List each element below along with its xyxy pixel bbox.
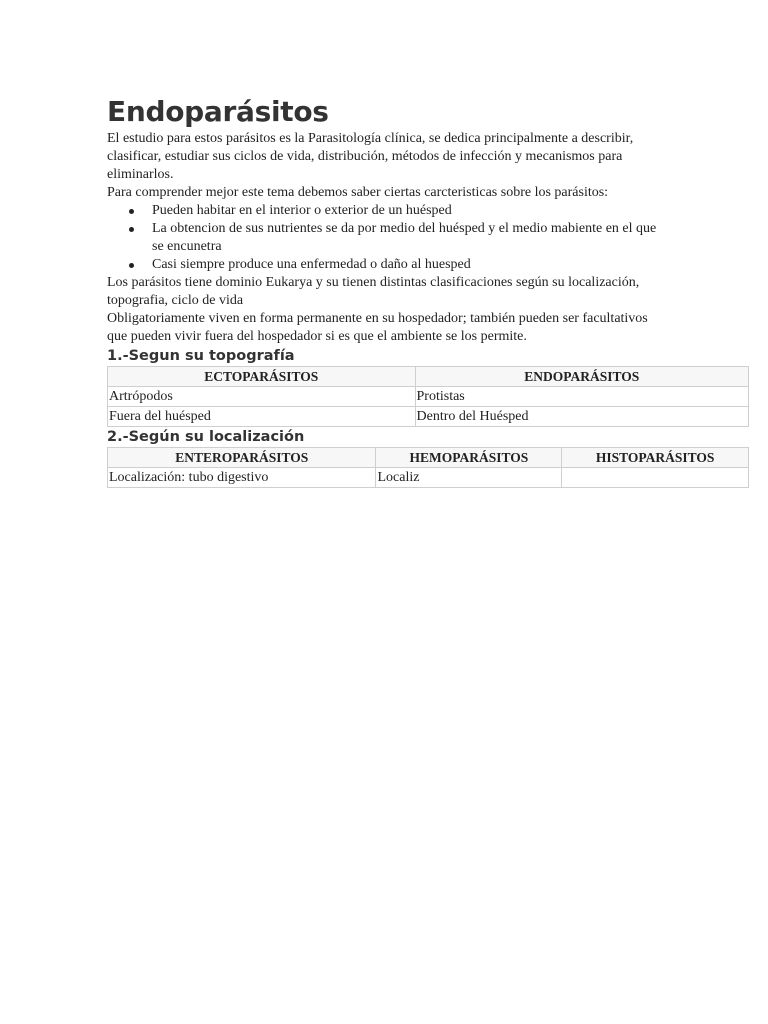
table-row — [108, 387, 749, 407]
section-heading-localizacion: 2.-Según su localización — [107, 429, 305, 445]
table-cell: Protistas — [415, 387, 748, 407]
table-cell: Artrópodos — [108, 387, 416, 407]
document-body — [107, 130, 749, 346]
table-row — [108, 407, 749, 427]
page-title: Endoparásitos — [107, 95, 329, 128]
characteristics-list — [107, 202, 657, 274]
section-heading-topografia: 1.-Segun su topografía — [107, 348, 295, 364]
column-header: ECTOPARÁSITOS — [108, 367, 416, 387]
table-cell: Fuera del huésped — [108, 407, 416, 427]
topografia-table — [107, 366, 749, 427]
table-cell: Dentro del Huésped — [415, 407, 748, 427]
table-cell — [562, 468, 749, 488]
lead-paragraph: Para comprender mejor este tema debemos saber ciertas carcteristicas sobre los parásitos: — [107, 185, 609, 200]
table-cell: Localiz — [376, 468, 562, 488]
column-header: ENTEROPARÁSITOS — [108, 448, 376, 468]
intro-paragraph: El estudio para estos parásitos es la Parasitología clínica, se dedica principalmente a describir, clasificar, estudiar sus ciclos de vida, distribución, métodos de infección y mecanismos para eliminarlos. — [107, 131, 634, 182]
column-header: HEMOPARÁSITOS — [376, 448, 562, 468]
domain-paragraph: Los parásitos tiene dominio Eukarya y su tienen distintas clasificaciones según su localización, topografia, ciclo de vida — [107, 275, 640, 308]
localizacion-table — [107, 447, 749, 488]
document-page — [107, 94, 749, 488]
table-header-row — [108, 367, 749, 387]
obligatory-paragraph: Obligatoriamente viven en forma permanente en su hospedador; también pueden ser facultativos que pueden vivir fuera del hospedador si es que el ambiente se los permite. — [107, 311, 648, 344]
list-item: La obtencion de sus nutrientes se da por medio del huésped y el medio mabiente en el que se encunetra — [152, 221, 657, 254]
table-cell: Localización: tubo digestivo — [108, 468, 376, 488]
table-header-row — [108, 448, 749, 468]
table-row — [108, 468, 749, 488]
list-item: Casi siempre produce una enfermedad o daño al huesped — [152, 256, 657, 274]
column-header: ENDOPARÁSITOS — [415, 367, 748, 387]
list-item: Pueden habitar en el interior o exterior de un huésped — [152, 202, 657, 220]
column-header: HISTOPARÁSITOS — [562, 448, 749, 468]
